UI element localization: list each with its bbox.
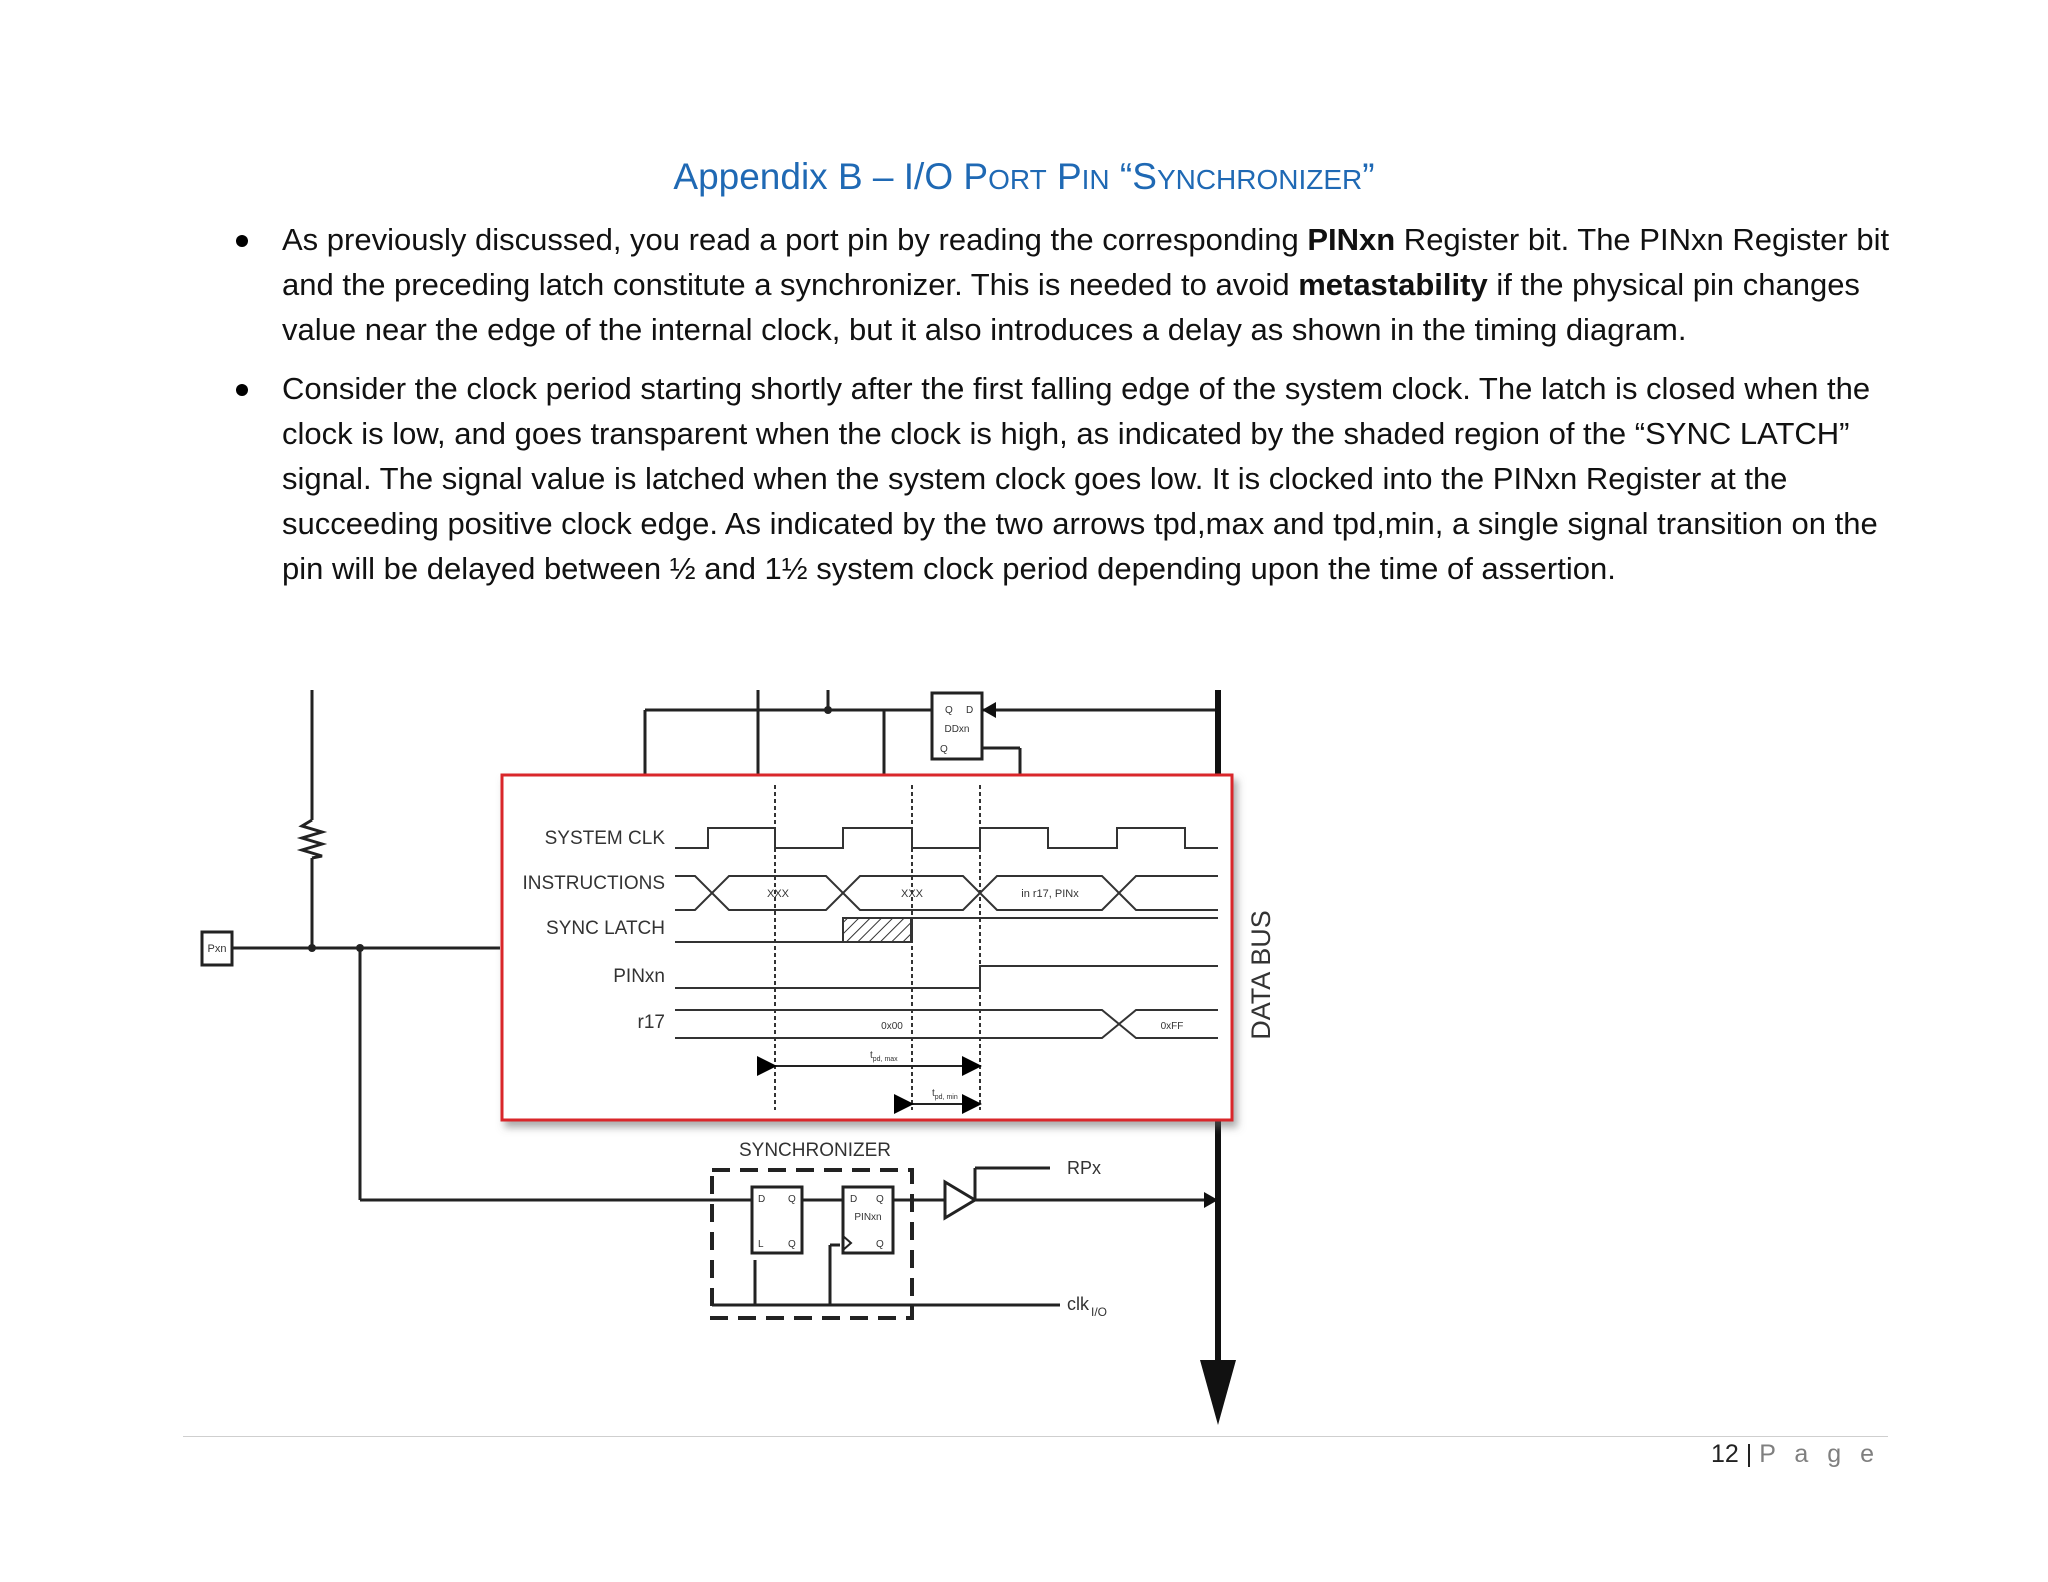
- page-word: P a g e: [1759, 1440, 1880, 1468]
- synchronizer-diagram: [190, 685, 1310, 1425]
- signal-label: INSTRUCTIONS: [522, 873, 665, 894]
- bold-term: PINxn: [1307, 222, 1396, 257]
- svg-text:DDxn: DDxn: [944, 724, 970, 735]
- svg-text:D: D: [758, 1194, 766, 1205]
- bullet-item: [234, 367, 1894, 591]
- svg-text:Q: Q: [876, 1239, 884, 1250]
- svg-text:L: L: [758, 1239, 764, 1250]
- bullet-item: [234, 218, 1894, 352]
- bold-term: metastability: [1298, 266, 1488, 302]
- data-bus-label: DATA BUS: [1246, 910, 1276, 1040]
- svg-text:Q: Q: [876, 1194, 884, 1205]
- bullet-list: [234, 218, 1894, 606]
- page-number: 12: [1711, 1440, 1739, 1468]
- signal-label: SYSTEM CLK: [544, 828, 665, 849]
- svg-text:Q: Q: [788, 1239, 796, 1250]
- bullet-text: Register bit. The PINxn Register bit and the preceding latch constitute a synchronizer. This is needed to avoid: [282, 222, 1890, 302]
- rpx-label: RPx: [1067, 1158, 1102, 1178]
- svg-text:Q: Q: [940, 744, 948, 755]
- signal-label: r17: [637, 1012, 665, 1033]
- resistor-icon: [302, 820, 322, 858]
- bullet-text: As previously discussed, you read a port pin by reading the corresponding: [282, 222, 1308, 257]
- svg-text:XXX: XXX: [766, 888, 790, 900]
- svg-text:0xFF: 0xFF: [1160, 1021, 1184, 1032]
- svg-text:PINxn: PINxn: [854, 1212, 882, 1223]
- svg-text:0x00: 0x00: [881, 1021, 903, 1032]
- bullet-text: Consider the clock period starting shortly after the first falling edge of the system clock. The latch is closed when the clock is low, and goes transparent when the clock is high, as indicated by the shaded region of the “SYNC LATCH” signal. The signal value is latched when the system clock goes low. It is clocked into the PINxn Register at the succeeding positive clock edge. As indicated by the two arrows tpd,max and tpd,min, a single signal transition on the pin will be delayed between ½ and 1½ system clock period depending upon the time of assertion.: [282, 371, 1878, 586]
- svg-text:XXX: XXX: [900, 888, 924, 900]
- buffer-icon: [945, 1182, 975, 1218]
- ddxn-register: [932, 693, 982, 759]
- pinxn-flipflop: [843, 1187, 893, 1253]
- footer-divider: [183, 1436, 1888, 1437]
- svg-text:D: D: [966, 705, 974, 716]
- bullet-dot-icon: [236, 235, 248, 247]
- footer-separator: |: [1745, 1440, 1753, 1468]
- svg-text:tpd, max: $t_{pd, max}$: [870, 1050, 898, 1063]
- svg-text:Q: Q: [945, 705, 953, 716]
- page-footer: [1711, 1440, 1880, 1469]
- svg-text:Q: Q: [788, 1194, 796, 1205]
- bullet-text: if the physical pin changes value near the edge of the internal clock, but it also introduces a delay as shown in the timing diagram.: [282, 266, 1860, 347]
- clk-label: clk $_{I/O}$: [1067, 1294, 1108, 1319]
- synchronizer-label: SYNCHRONIZER: [738, 1140, 892, 1161]
- signal-label: SYNC LATCH: [546, 918, 665, 939]
- timing-diagram: [502, 775, 1232, 1120]
- svg-text:in r17, PINx: in r17, PINx: [1021, 888, 1079, 900]
- page-title: Appendix B – I/O PORT PIN “SYNCHRONIZER”: [673, 156, 1375, 197]
- pin-label: Pxn: [207, 943, 227, 955]
- svg-text:tpd, min: $t_{pd, min}$: [932, 1088, 958, 1101]
- signal-label: PINxn: [613, 966, 665, 987]
- bullet-dot-icon: [236, 384, 248, 396]
- svg-text:D: D: [850, 1194, 858, 1205]
- sync-latch-block: [752, 1187, 802, 1253]
